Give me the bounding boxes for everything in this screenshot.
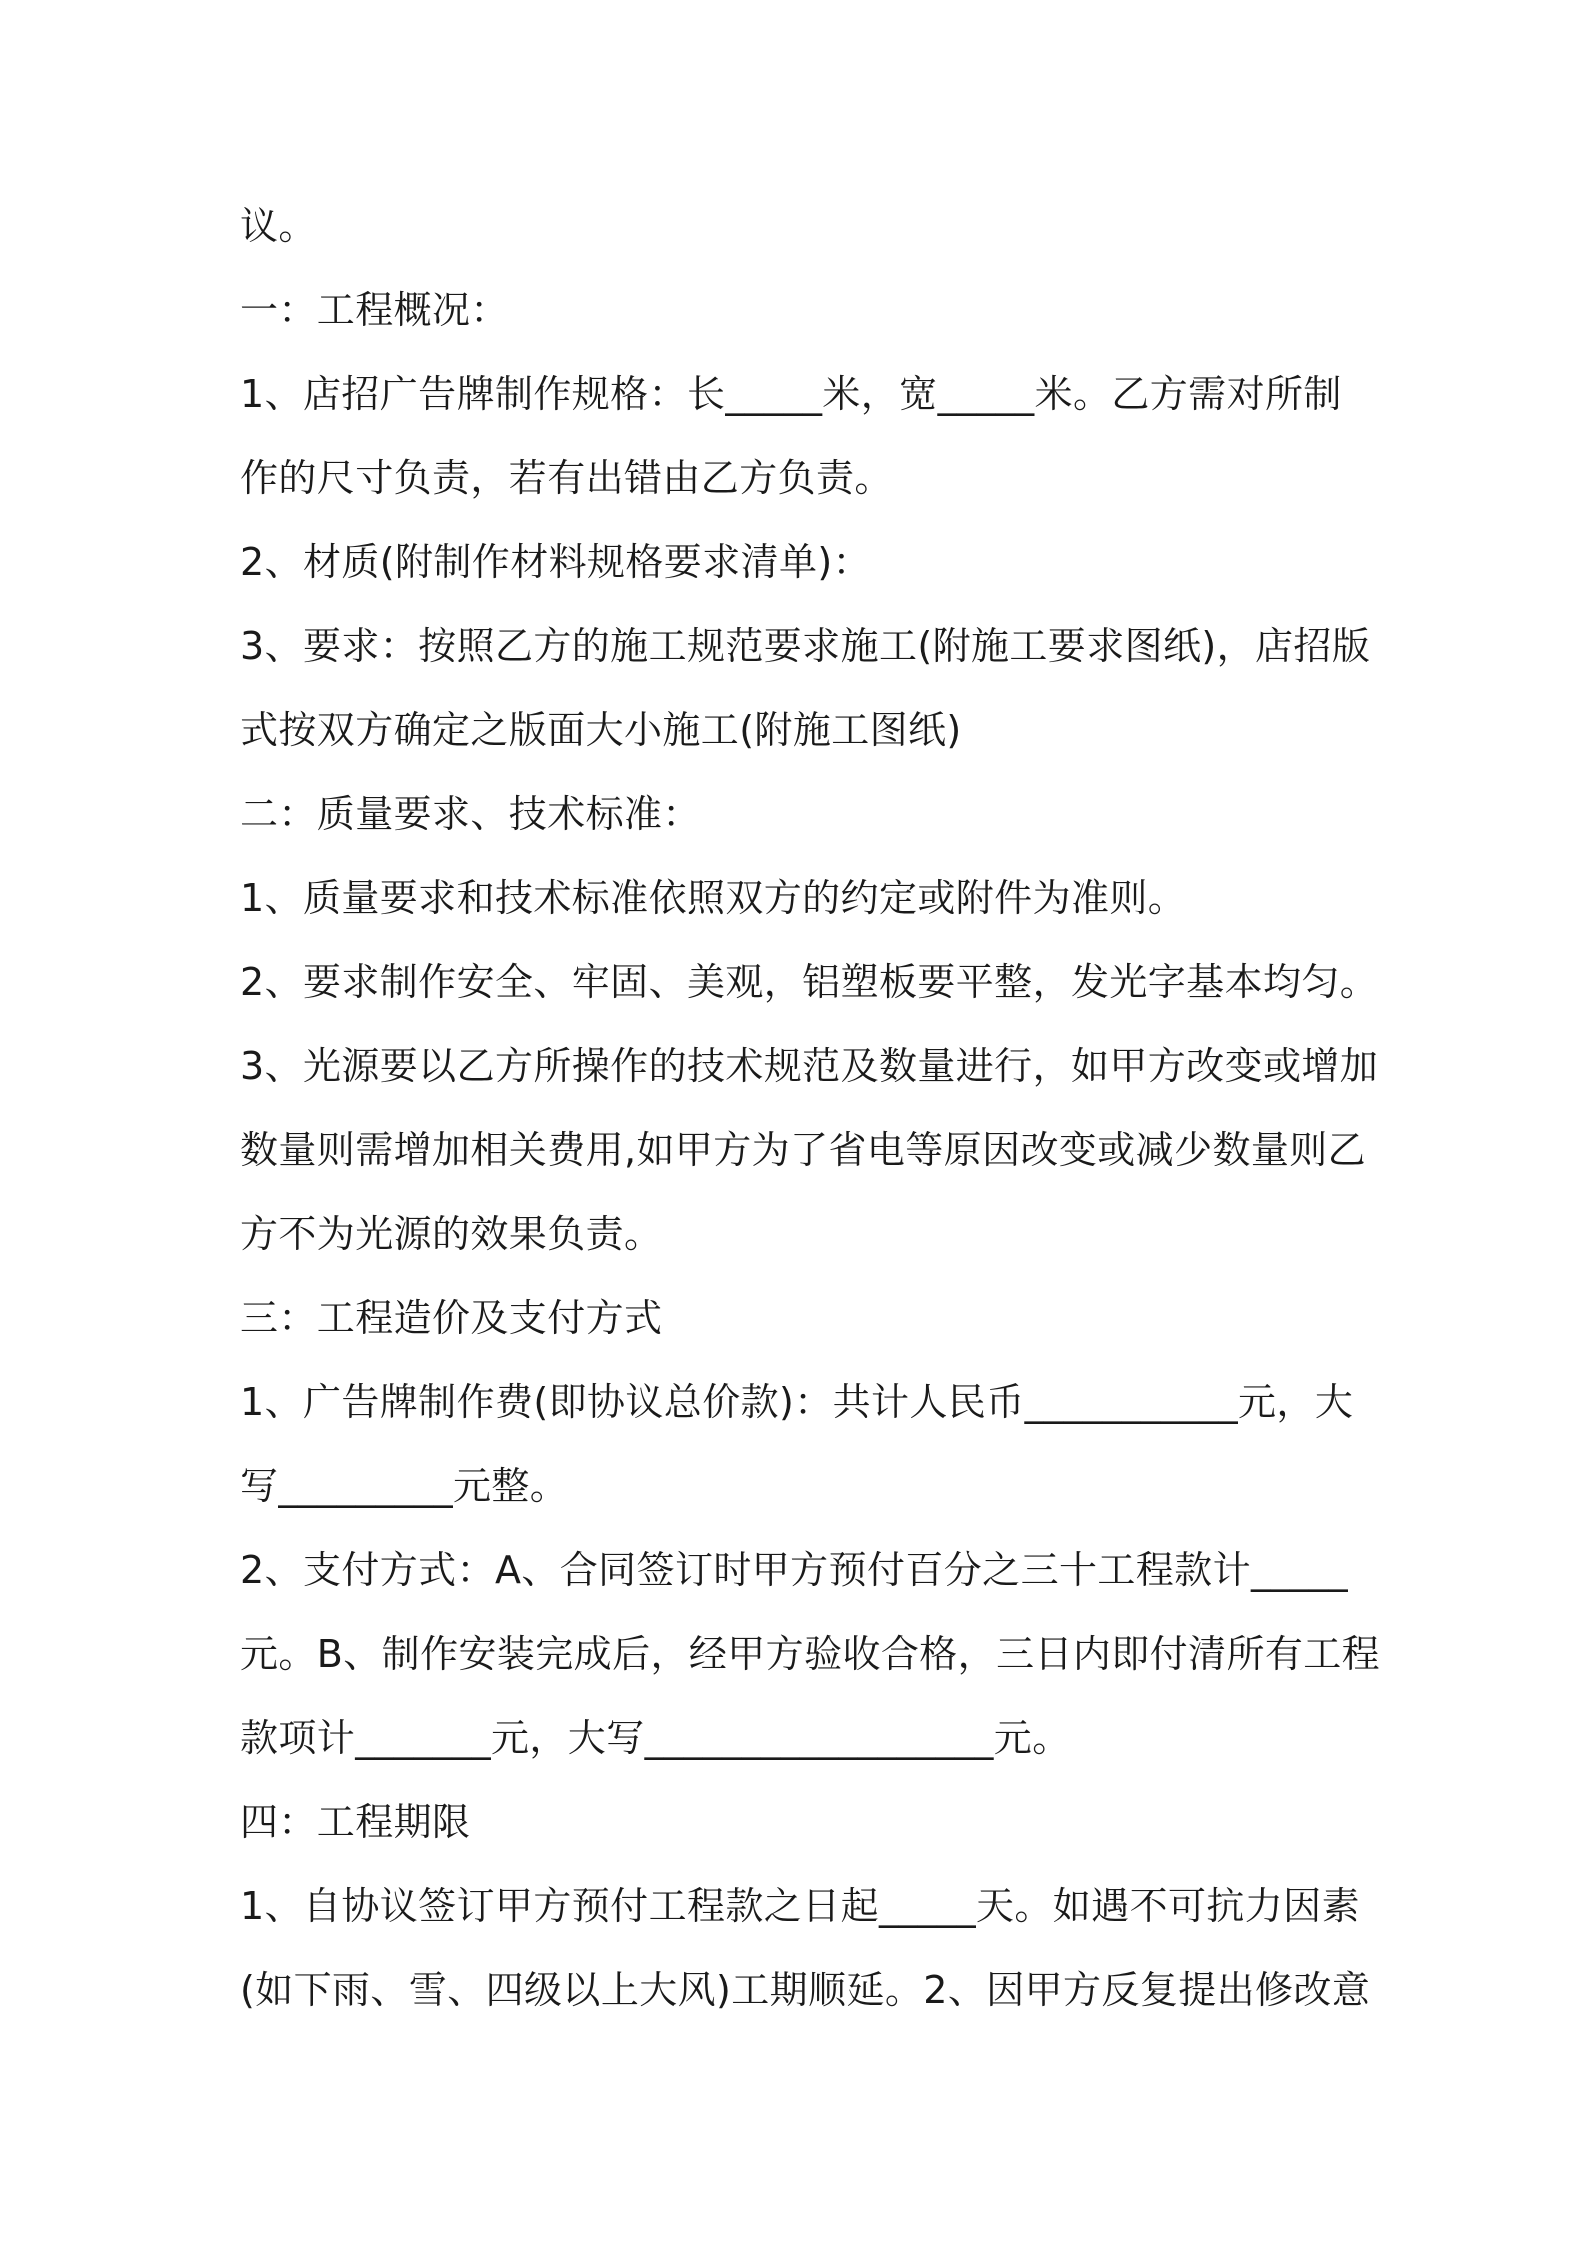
text-line-22: (如下雨、雪、四级以上大风)工期顺延。2、因甲方反复提出修改意: [240, 1968, 1371, 2012]
section-heading-2: 二：质量要求、技术标准：: [240, 792, 701, 836]
text-line-7: 式按双方确定之版面大小施工(附施工图纸): [240, 708, 962, 752]
text-line-4: 作的尺寸负责，若有出错由乙方负责。: [240, 456, 893, 500]
text-line-11: 3、光源要以乙方所操作的技术规范及数量进行，如甲方改变或增加: [240, 1044, 1379, 1088]
text-line-13: 方不为光源的效果负责。: [240, 1212, 663, 1256]
text-line-5: 2、材质(附制作材料规格要求清单)：: [240, 540, 872, 584]
text-line-3: 1、店招广告牌制作规格：长_____米，宽_____米。乙方需对所制: [240, 372, 1342, 416]
section-heading-4: 四：工程期限: [240, 1800, 471, 1844]
section-heading-3: 三：工程造价及支付方式: [240, 1296, 663, 1340]
section-heading-1: 一：工程概况：: [240, 288, 509, 332]
text-line-1: 议。: [240, 204, 317, 248]
text-line-18: 元。B、制作安装完成后，经甲方验收合格，三日内即付清所有工程: [240, 1632, 1381, 1676]
text-line-15: 1、广告牌制作费(即协议总价款)：共计人民币___________元，大: [240, 1380, 1354, 1424]
text-line-12: 数量则需增加相关费用,如甲方为了省电等原因改变或减少数量则乙: [240, 1128, 1367, 1172]
text-line-9: 1、质量要求和技术标准依照双方的约定或附件为准则。: [240, 876, 1187, 920]
text-line-17: 2、支付方式：A、合同签订时甲方预付百分之三十工程款计_____: [240, 1548, 1348, 1592]
text-line-16: 写_________元整。: [240, 1464, 569, 1508]
text-line-21: 1、自协议签订甲方预付工程款之日起_____天。如遇不可抗力因素: [240, 1884, 1360, 1928]
text-line-6: 3、要求：按照乙方的施工规范要求施工(附施工要求图纸)，店招版: [240, 624, 1371, 668]
text-line-10: 2、要求制作安全、牢固、美观，铝塑板要平整，发光字基本均匀。: [240, 960, 1379, 1004]
text-line-19: 款项计_______元，大写__________________元。: [240, 1716, 1071, 1760]
